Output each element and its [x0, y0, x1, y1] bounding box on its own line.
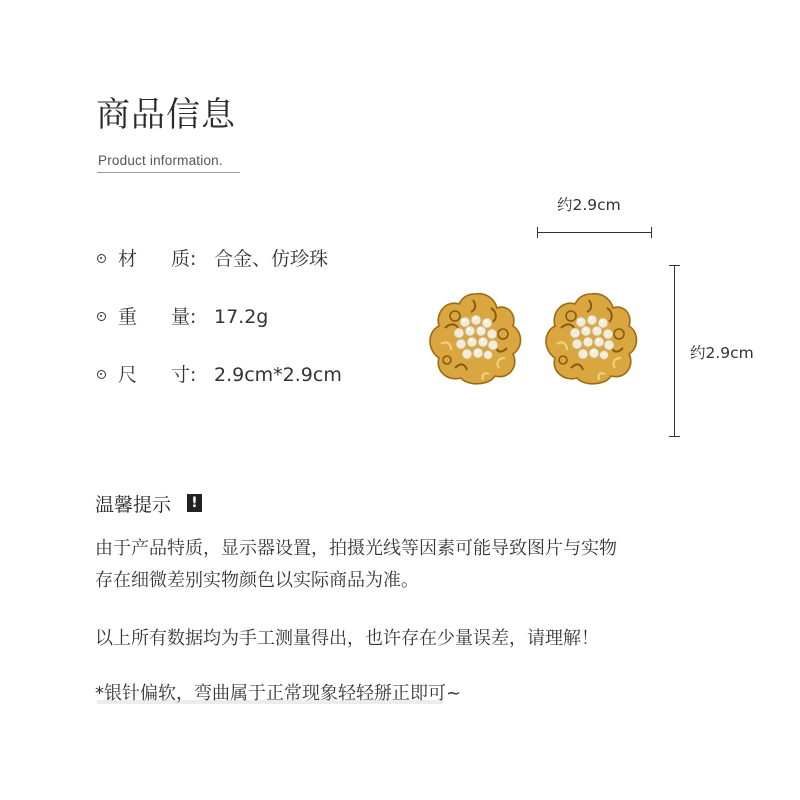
width-dimension-line [537, 232, 652, 233]
earring-right-image [541, 288, 641, 388]
spec-key-char2: 量 [171, 306, 191, 328]
page-title: 商品信息 [96, 95, 236, 135]
bullet-icon [97, 254, 106, 263]
height-dimension-line [674, 265, 675, 436]
exclamation-icon: ! [187, 494, 202, 512]
spec-value: 17.2g [214, 306, 269, 328]
bullet-icon [97, 370, 106, 379]
tips-line-2: 存在细微差别实物颜色以实际商品为准。 [95, 570, 419, 591]
bullet-icon [97, 312, 106, 321]
spec-key-char1: 尺 [118, 364, 138, 386]
tips-note: *银针偏软，弯曲属于正常现象轻轻掰正即可~ [95, 683, 462, 704]
spec-colon: : [190, 364, 197, 386]
width-dimension-cap-left [537, 227, 538, 238]
spec-colon: : [190, 306, 197, 328]
width-dimension-label: 约2.9cm [557, 196, 621, 214]
tips-line-3: 以上所有数据均为手工测量得出，也许存在少量误差，请理解！ [95, 628, 599, 649]
spec-key-char1: 材 [118, 248, 138, 270]
earring-left-image [425, 288, 525, 388]
spec-value: 2.9cm*2.9cm [214, 364, 342, 386]
tips-line-1: 由于产品特质，显示器设置，拍摄光线等因素可能导致图片与实物 [95, 538, 617, 559]
spec-key-char2: 质 [171, 248, 191, 270]
tips-title: 温馨提示 [95, 494, 172, 516]
width-dimension-cap-right [651, 227, 652, 238]
page-subtitle: Product information. [98, 153, 223, 168]
height-dimension-cap-top [669, 265, 680, 266]
height-dimension-cap-bottom [669, 436, 680, 437]
height-dimension-label: 约2.9cm [690, 344, 754, 362]
spec-value: 合金、仿珍珠 [214, 248, 329, 270]
spec-colon: : [190, 248, 197, 270]
subtitle-underline [97, 172, 240, 173]
spec-key-char2: 寸 [171, 364, 191, 386]
spec-key-char1: 重 [118, 306, 138, 328]
